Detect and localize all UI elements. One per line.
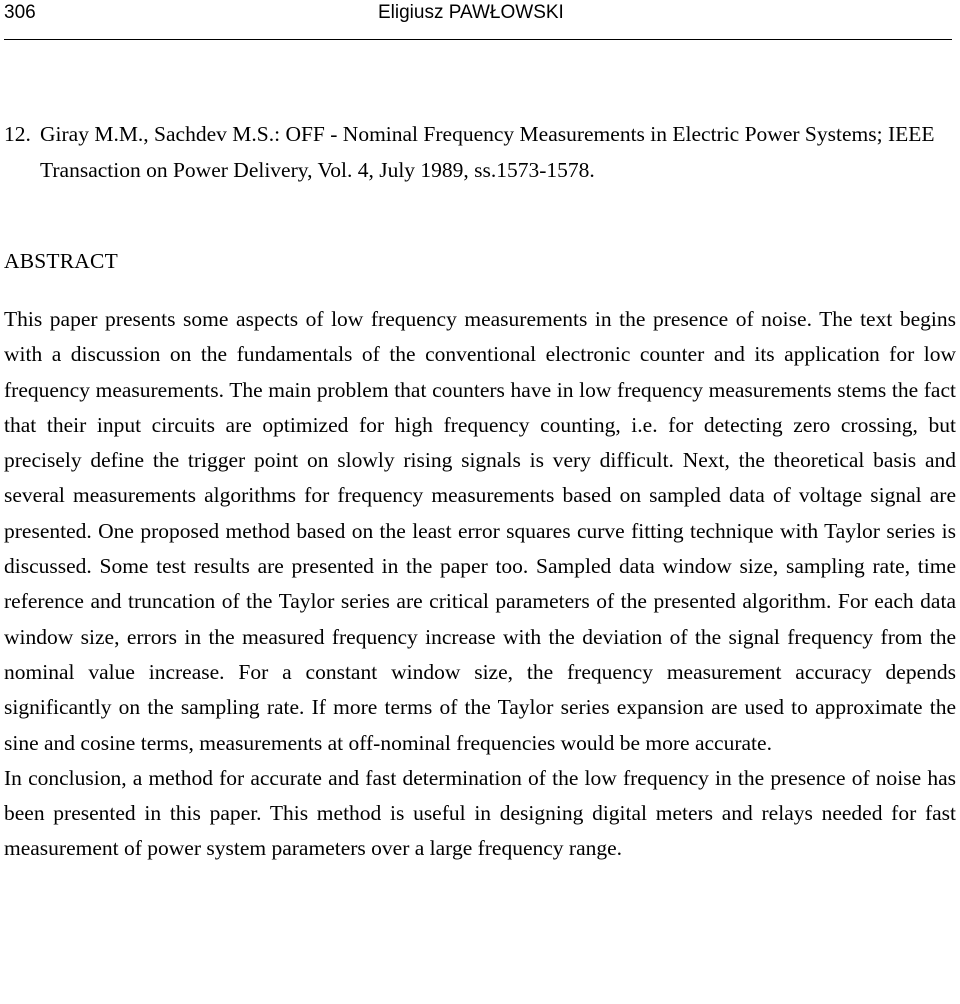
page-header bbox=[0, 0, 960, 40]
reference-number: 12. bbox=[4, 122, 31, 146]
running-header-author: Eligiusz PAWŁOWSKI bbox=[378, 2, 564, 23]
header-rule bbox=[4, 39, 952, 40]
abstract-heading: ABSTRACT bbox=[4, 249, 118, 273]
reference-text: Giray M.M., Sachdev M.S.: OFF - Nominal Frequency Measurements in Electric Power Systems; IEEE Transaction on Power Delivery, Vol. 4, July 1989, ss.1573-1578. bbox=[40, 122, 935, 182]
page-number: 306 bbox=[4, 2, 36, 23]
abstract-paragraph: In conclusion, a method for accurate and fast determination of the low frequency in the presence of noise has been presented in this paper. This method is useful in designing digital meters and relays needed for fast measurement of power system parameters over a large frequency range. bbox=[4, 765, 956, 861]
abstract-body bbox=[4, 302, 956, 867]
abstract-paragraph: This paper presents some aspects of low frequency measurements in the presence of noise. The text begins with a discussion on the fundamentals of the conventional electronic counter and its application for low frequency measurements. The main problem that counters have in low frequency measurements stems the fact that their input circuits are optimized for high frequency counting, i.e. for detecting zero crossing, but precisely define the trigger point on slowly rising signals is very difficult. Next, the theoretical basis and several measurements algorithms for frequency measurements based on sampled data of voltage signal are presented. One proposed method based on the least error squares curve fitting technique with Taylor series is discussed. Some test results are presented in the paper too. Sampled data window size, sampling rate, time reference and truncation of the Taylor series are critical parameters of the presented algorithm. For each data window size, errors in the measured frequency increase with the deviation of the signal frequency from the nominal value increase. For a constant window size, the frequency measurement accuracy depends significantly on the sampling rate. If more terms of the Taylor series expansion are used to approximate the sine and cosine terms, measurements at off-nominal frequencies would be more accurate. bbox=[4, 307, 956, 755]
reference-entry bbox=[4, 116, 956, 188]
